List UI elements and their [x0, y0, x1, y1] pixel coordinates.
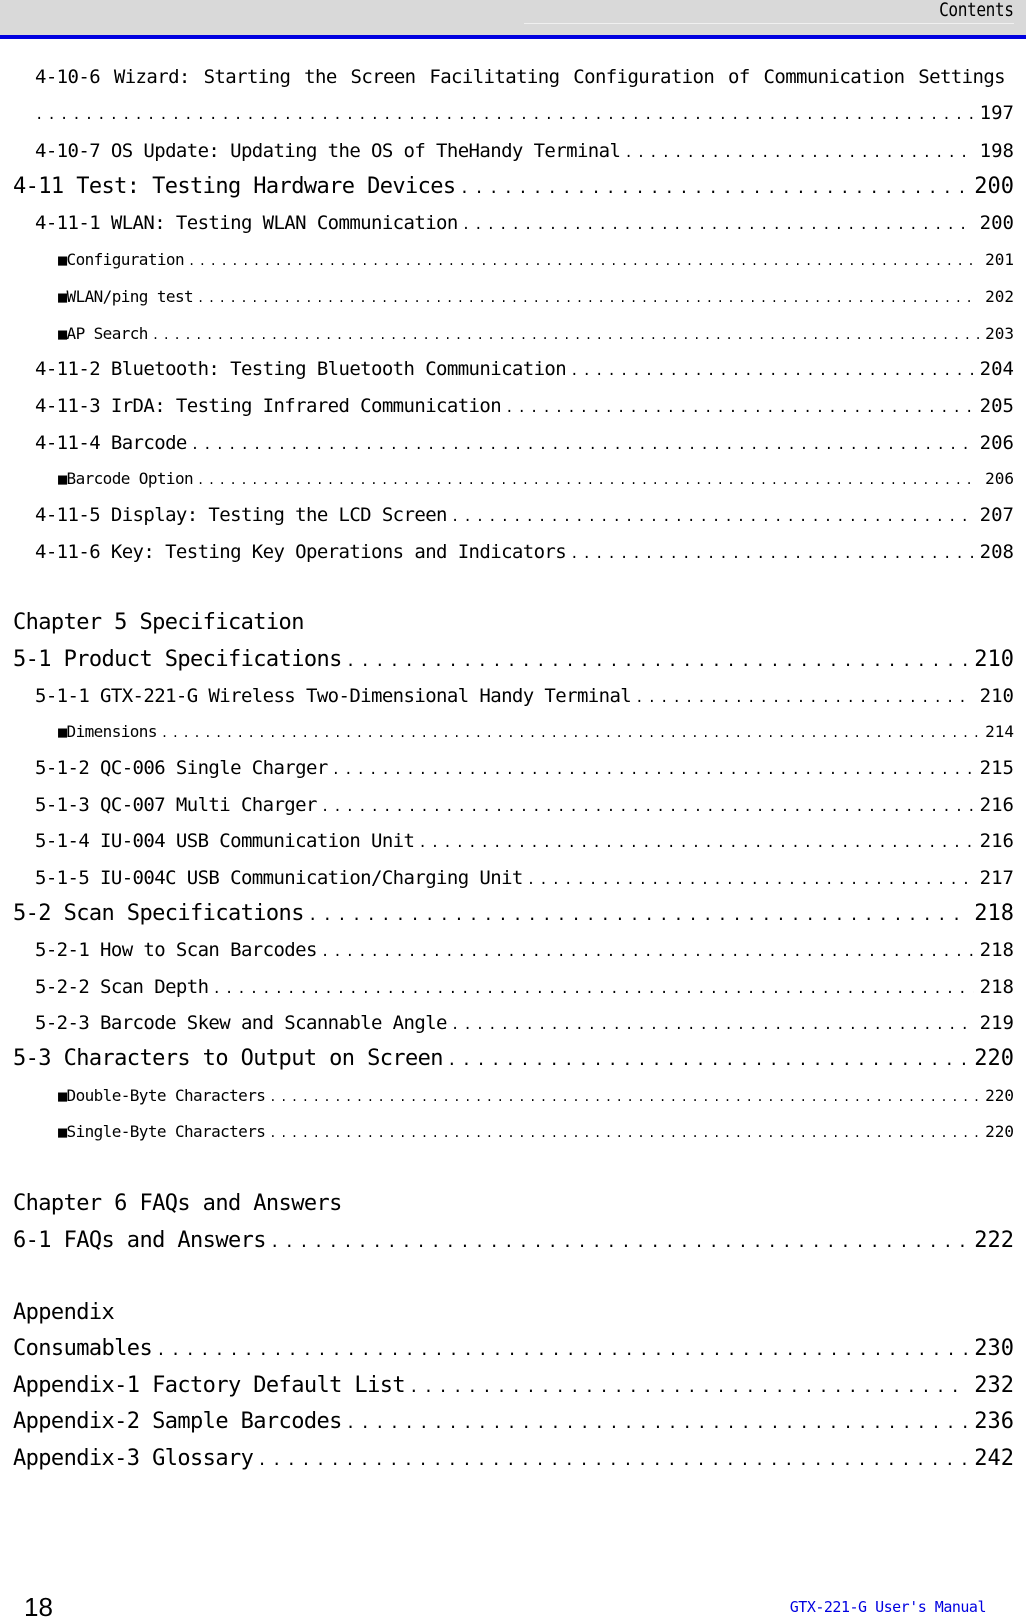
- toc-entry-page: 202: [985, 287, 1014, 306]
- toc-entry-label: 5-1 Product Specifications: [13, 647, 342, 672]
- dot-leader: [635, 690, 974, 706]
- toc-entry-label: 5-1-2 QC-006 Single Charger: [35, 757, 328, 779]
- dot-leader: [321, 799, 974, 815]
- toc-entry-wlan-ping-test[interactable]: [58, 287, 1014, 306]
- header-title: Contents: [939, 0, 1014, 21]
- toc-entry-page: 216: [979, 794, 1014, 816]
- toc-entry-page: 220: [985, 1122, 1014, 1141]
- square-bullet-icon: ■: [58, 1087, 67, 1105]
- toc-entry-label: 5-3 Characters to Output on Screen: [13, 1046, 443, 1071]
- toc-entry-label: 4-10-6 Wizard: Starting the Screen Facilitating Configuration of Communication Settings: [35, 66, 1005, 88]
- chapter-heading: Appendix: [13, 1300, 115, 1325]
- dot-leader: [447, 1050, 968, 1069]
- toc-entry-label: 4-10-7 OS Update: Updating the OS of TheHandy Terminal: [35, 140, 621, 162]
- dot-leader: [35, 107, 974, 123]
- toc-entry-appendix-1[interactable]: [13, 1373, 1014, 1398]
- dot-leader: [527, 872, 974, 888]
- dot-leader: [308, 905, 968, 924]
- toc-entry-page: 210: [974, 647, 1014, 672]
- dot-leader: [418, 835, 973, 851]
- dot-leader: [570, 546, 974, 562]
- toc-entry-consumables[interactable]: [13, 1336, 1014, 1361]
- dot-leader: [270, 1232, 968, 1251]
- toc-entry-4-11[interactable]: [13, 174, 1014, 199]
- dot-leader: [505, 400, 974, 416]
- toc-entry-single-byte[interactable]: [58, 1122, 1014, 1141]
- toc-entry-label: Configuration: [66, 250, 184, 269]
- toc-entry-page: 208: [979, 541, 1014, 563]
- square-bullet-icon: ■: [58, 1123, 67, 1141]
- toc-entry-barcode-option[interactable]: [58, 469, 1014, 488]
- running-header: [0, 0, 1026, 35]
- toc-entry-page: 214: [985, 722, 1014, 741]
- toc-entry-label: Barcode Option: [66, 469, 194, 488]
- toc-entry-5-2-2[interactable]: [35, 976, 1014, 998]
- toc-entry-label: 5-2-3 Barcode Skew and Scannable Angle: [35, 1012, 447, 1034]
- toc-entry-appendix-2[interactable]: [13, 1409, 1014, 1434]
- toc-entry-configuration[interactable]: [58, 250, 1014, 269]
- toc-entry-label: WLAN/ping test: [66, 287, 194, 306]
- toc-entry-5-2-3[interactable]: [35, 1012, 1014, 1034]
- toc-entry-label: 5-2 Scan Specifications: [13, 901, 304, 926]
- toc-entry-page: 220: [985, 1086, 1014, 1105]
- toc-entry-5-1-5[interactable]: [35, 867, 1014, 889]
- toc-entry-page: 218: [979, 976, 1014, 998]
- toc-entry-label: 4-11-5 Display: Testing the LCD Screen: [35, 504, 447, 526]
- toc-entry-label: 6-1 FAQs and Answers: [13, 1228, 266, 1253]
- toc-entry-5-1[interactable]: [13, 647, 1014, 672]
- toc-entry-4-10-7[interactable]: [35, 140, 1014, 162]
- toc-entry-label: 4-11-6 Key: Testing Key Operations and Indicators: [35, 541, 567, 563]
- toc-entry-label: 4-11 Test: Testing Hardware Devices: [13, 174, 456, 199]
- toc-entry-4-11-2[interactable]: [35, 358, 1014, 380]
- dot-leader: [451, 509, 974, 525]
- dot-leader: [332, 762, 974, 778]
- toc-entry-5-1-4[interactable]: [35, 830, 1014, 852]
- dot-leader: [346, 1413, 968, 1432]
- toc-entry-page: 206: [985, 469, 1014, 488]
- dot-leader: [269, 1126, 979, 1140]
- toc-entry-dimensions[interactable]: [58, 722, 1014, 741]
- square-bullet-icon: ■: [58, 288, 67, 306]
- chapter-heading: Chapter 6 FAQs and Answers: [13, 1191, 342, 1216]
- toc-entry-page: 216: [979, 830, 1014, 852]
- chapter-heading: Chapter 5 Specification: [13, 610, 304, 635]
- toc-entry-page: 218: [974, 901, 1014, 926]
- dot-leader: [156, 1340, 968, 1359]
- toc-entry-page: 217: [979, 867, 1014, 889]
- toc-entry-label: Appendix-1 Factory Default List: [13, 1373, 405, 1398]
- toc-entry-label: 4-11-4 Barcode: [35, 432, 187, 454]
- toc-entry-label: Consumables: [13, 1336, 153, 1361]
- dot-leader: [451, 1017, 974, 1033]
- toc-entry-label: 4-11-3 IrDA: Testing Infrared Communication: [35, 395, 502, 417]
- toc-entry-page: 210: [979, 685, 1014, 707]
- toc-entry-ap-search[interactable]: [58, 324, 1014, 343]
- dot-leader: [212, 981, 973, 997]
- toc-entry-page: 198: [979, 140, 1014, 162]
- toc-entry-label: Appendix-2 Sample Barcodes: [13, 1409, 342, 1434]
- toc-entry-page: 232: [974, 1373, 1014, 1398]
- toc-entry-4-11-1[interactable]: [35, 212, 1014, 234]
- toc-entry-page: 222: [974, 1228, 1014, 1253]
- toc-entry-page: 219: [979, 1012, 1014, 1034]
- toc-entry-4-10-6[interactable]: [35, 66, 1005, 88]
- toc-entry-label: Single-Byte Characters: [66, 1122, 266, 1141]
- toc-entry-4-11-4[interactable]: [35, 432, 1014, 454]
- toc-entry-4-11-3[interactable]: [35, 395, 1014, 417]
- dot-leader: [462, 217, 974, 233]
- square-bullet-icon: ■: [58, 723, 67, 741]
- toc-entry-5-2-1[interactable]: [35, 939, 1014, 961]
- toc-entry-page: 220: [974, 1046, 1014, 1071]
- dot-leader: [191, 437, 974, 453]
- header-rule: [0, 35, 1026, 39]
- toc-entry-label: 5-2-1 How to Scan Barcodes: [35, 939, 317, 961]
- dot-leader: [321, 944, 974, 960]
- toc-entry-label: 4-11-1 WLAN: Testing WLAN Communication: [35, 212, 458, 234]
- dot-leader: [570, 363, 974, 379]
- toc-entry-page: 207: [979, 504, 1014, 526]
- toc-entry-page: 201: [985, 250, 1014, 269]
- toc-entry-4-11-5[interactable]: [35, 504, 1014, 526]
- toc-entry-page: 206: [979, 432, 1014, 454]
- dot-leader: [269, 1090, 979, 1104]
- toc-entry-label: 5-1-1 GTX-221-G Wireless Two-Dimensional Handy Terminal: [35, 685, 632, 707]
- toc-entry-4-10-6-leader[interactable]: [35, 102, 1014, 124]
- square-bullet-icon: ■: [58, 251, 67, 269]
- dot-leader: [152, 328, 979, 342]
- toc-entry-page: 203: [985, 324, 1014, 343]
- toc-entry-page: 236: [974, 1409, 1014, 1434]
- toc-entry-label: 5-1-3 QC-007 Multi Charger: [35, 794, 317, 816]
- toc-entry-appendix-3[interactable]: [13, 1446, 1014, 1471]
- toc-entry-4-11-6[interactable]: [35, 541, 1014, 563]
- toc-entry-page: 197: [979, 102, 1014, 124]
- toc-entry-6-1[interactable]: [13, 1228, 1014, 1253]
- dot-leader: [161, 726, 979, 740]
- dot-leader: [197, 473, 979, 487]
- toc-entry-label: 5-2-2 Scan Depth: [35, 976, 209, 998]
- toc-entry-label: Appendix-3 Glossary: [13, 1446, 254, 1471]
- toc-entry-5-1-2[interactable]: [35, 757, 1014, 779]
- dot-leader: [257, 1450, 968, 1469]
- square-bullet-icon: ■: [58, 325, 67, 343]
- square-bullet-icon: ■: [58, 470, 67, 488]
- page-number: 18: [24, 1592, 53, 1622]
- toc-entry-page: 215: [979, 757, 1014, 779]
- dot-leader: [460, 178, 969, 197]
- toc-entry-5-1-3[interactable]: [35, 794, 1014, 816]
- toc-entry-5-1-1[interactable]: [35, 685, 1014, 707]
- dot-leader: [409, 1377, 968, 1396]
- toc-entry-page: 218: [979, 939, 1014, 961]
- toc-entry-5-3[interactable]: [13, 1046, 1014, 1071]
- toc-entry-label: Dimensions: [66, 722, 157, 741]
- toc-entry-label: AP Search: [66, 324, 148, 343]
- toc-entry-page: 204: [979, 358, 1014, 380]
- toc-entry-label: 5-1-5 IU-004C USB Communication/Charging Unit: [35, 867, 523, 889]
- toc-entry-page: 230: [974, 1336, 1014, 1361]
- toc-entry-label: 4-11-2 Bluetooth: Testing Bluetooth Communication: [35, 358, 567, 380]
- dot-leader: [346, 651, 968, 670]
- toc-entry-page: 205: [979, 395, 1014, 417]
- dot-leader: [624, 145, 973, 161]
- toc-entry-double-byte[interactable]: [58, 1086, 1014, 1105]
- toc-entry-label: 5-1-4 IU-004 USB Communication Unit: [35, 830, 415, 852]
- toc-entry-page: 242: [974, 1446, 1014, 1471]
- toc-entry-page: 200: [974, 174, 1014, 199]
- manual-title: GTX-221-G User's Manual: [789, 1598, 986, 1616]
- toc-entry-label: Double-Byte Characters: [66, 1086, 266, 1105]
- toc-entry-page: 200: [979, 212, 1014, 234]
- header-divider: [524, 23, 1014, 24]
- toc-entry-5-2[interactable]: [13, 901, 1014, 926]
- dot-leader: [197, 291, 979, 305]
- dot-leader: [188, 254, 979, 268]
